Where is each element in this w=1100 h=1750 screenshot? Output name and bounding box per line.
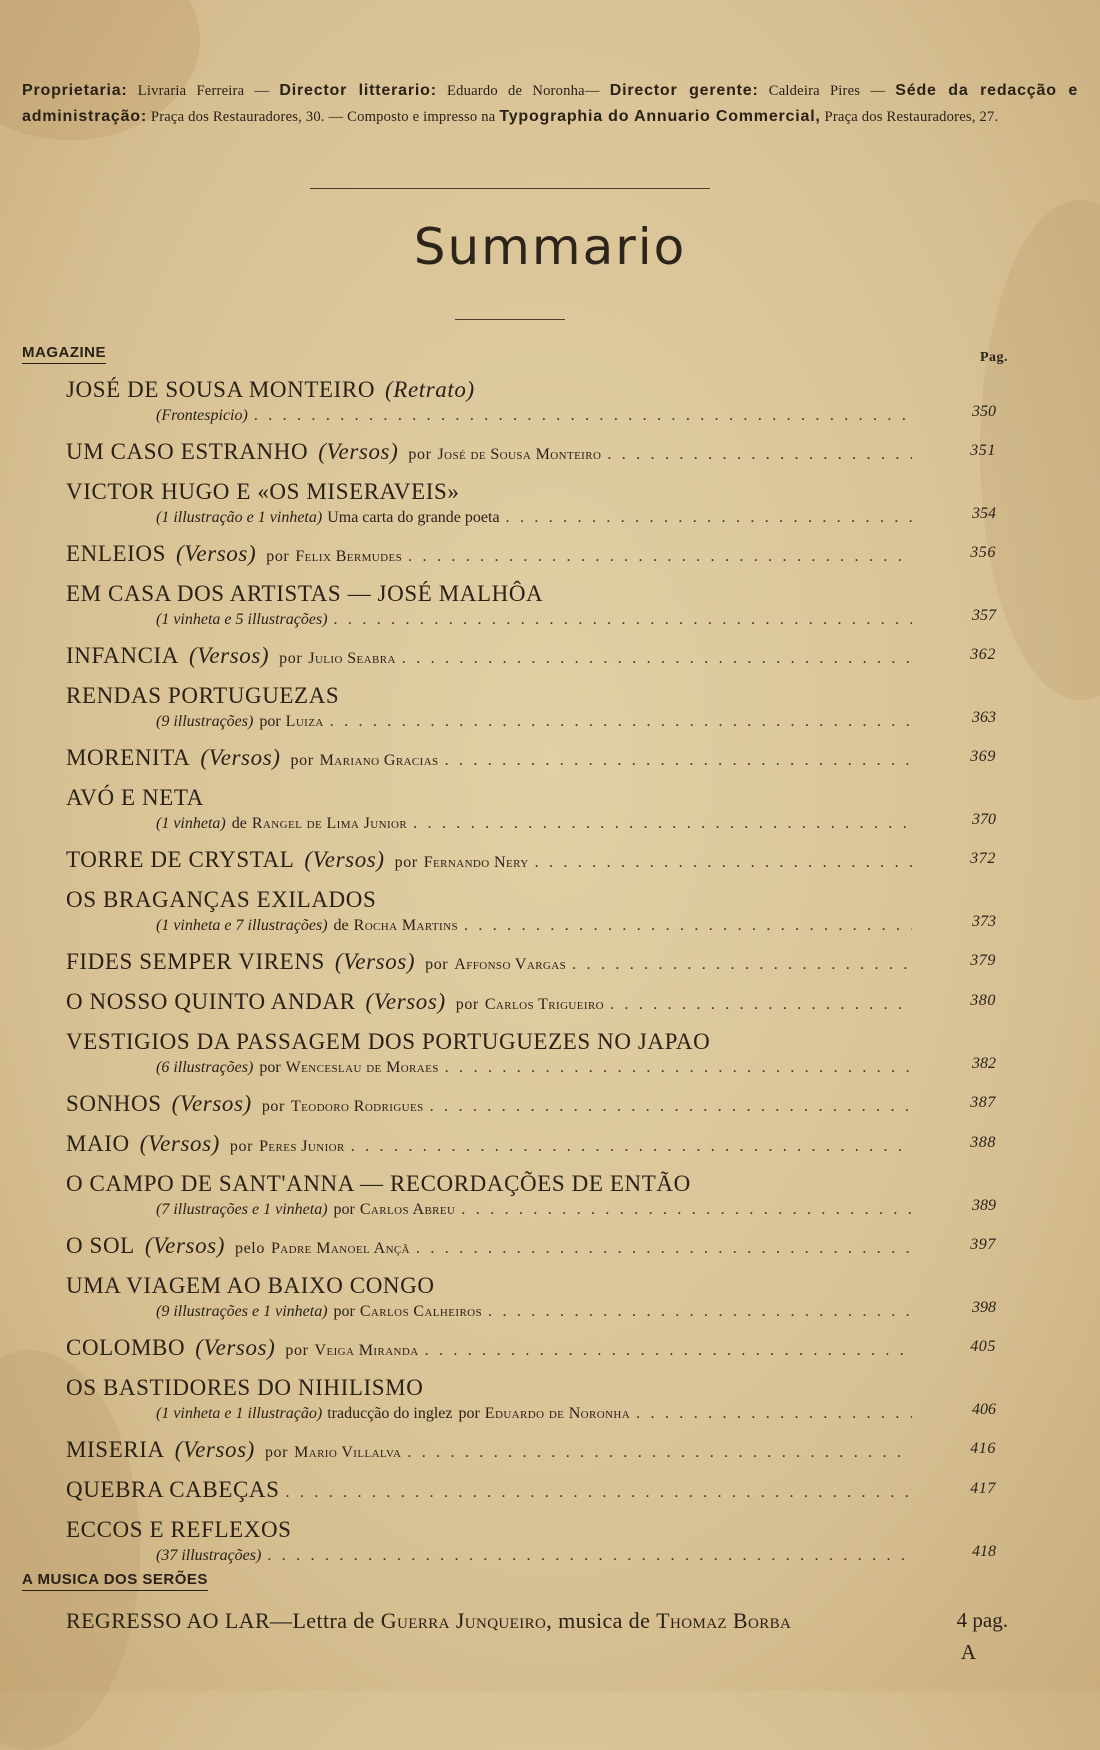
- toc-entry-details: [66, 1401, 996, 1426]
- toc-entry-by: por: [425, 956, 449, 973]
- toc-entry-note: (1 vinheta): [156, 815, 226, 832]
- toc-entry-author: Eduardo de Noronha: [484, 1405, 631, 1422]
- dot-leader: [572, 947, 912, 983]
- toc-entry-by: por: [333, 1201, 355, 1218]
- dot-leader: [425, 1333, 912, 1369]
- toc-entry-by: pelo: [235, 1240, 265, 1257]
- toc-entry-by: por: [259, 1059, 281, 1076]
- toc-entry-heading: [66, 638, 996, 677]
- toc-entry-page-number: 398: [972, 1299, 996, 1316]
- dot-leader: [407, 1435, 912, 1471]
- toc-entry-author: Carlos Calheiros: [359, 1303, 483, 1320]
- toc-entry-by: por: [279, 650, 303, 667]
- toc-entry-title: MORENITA: [66, 745, 191, 770]
- toc-entry: [66, 434, 996, 473]
- toc-entry-title: QUEBRA CABEÇAS: [66, 1477, 280, 1502]
- table-of-contents: [66, 372, 996, 1574]
- toc-entry-type: (Versos): [304, 847, 385, 872]
- toc-entry-page-number: 406: [972, 1401, 996, 1418]
- dot-leader: [464, 914, 912, 938]
- toc-entry-page-number: 370: [972, 811, 996, 828]
- toc-entry-heading: [66, 1370, 956, 1406]
- toc-entry-heading: [66, 576, 956, 612]
- section-label-magazine: MAGAZINE: [22, 344, 106, 364]
- toc-entry-heading: [66, 1472, 996, 1511]
- dot-leader: [607, 437, 912, 473]
- toc-entry-details: [66, 811, 996, 836]
- toc-entry: [66, 1228, 996, 1267]
- toc-entry-heading: [66, 1086, 996, 1125]
- toc-entry-author: Rocha Martins: [353, 917, 458, 934]
- musica-letter: A: [960, 1640, 976, 1664]
- toc-entry-note: (9 illustrações e 1 vinheta): [156, 1303, 328, 1320]
- toc-entry-title: SONHOS: [66, 1091, 162, 1116]
- dot-leader: [636, 1402, 912, 1426]
- toc-entry: [66, 780, 996, 836]
- toc-entry-type: (Versos): [176, 541, 257, 566]
- dot-leader: [506, 506, 912, 530]
- toc-entry-page-number: 363: [972, 709, 996, 726]
- toc-entry-page-number: 382: [972, 1055, 996, 1072]
- toc-entry-heading: [66, 1330, 996, 1369]
- toc-entry-author: Fernando Nery: [423, 854, 529, 871]
- toc-entry-title: COLOMBO: [66, 1335, 186, 1360]
- toc-entry-title: JOSÉ DE SOUSA MONTEIRO: [66, 377, 376, 402]
- toc-entry: [66, 842, 996, 881]
- toc-entry-title: UM CASO ESTRANHO: [66, 439, 309, 464]
- toc-entry-type: (Versos): [171, 1091, 252, 1116]
- toc-entry-by: por: [266, 548, 290, 565]
- dot-leader: [351, 1129, 912, 1165]
- toc-entry-page-number: 351: [970, 442, 996, 459]
- toc-entry-type: (Versos): [195, 1335, 276, 1360]
- toc-entry-details: [66, 505, 996, 530]
- toc-entry-by: por: [394, 854, 418, 871]
- toc-entry: [66, 1512, 996, 1568]
- toc-entry-type: (Versos): [200, 745, 281, 770]
- toc-entry-type: (Retrato): [385, 377, 475, 402]
- imprint-value-proprietaria: Livraria Ferreira —: [137, 83, 270, 99]
- dot-leader: [488, 1300, 912, 1324]
- musica-entry: [66, 1608, 791, 1634]
- toc-entry-title: O CAMPO DE SANT'ANNA — RECORDAÇÕES DE ENTÃO: [66, 1171, 691, 1196]
- toc-entry: [66, 1024, 996, 1080]
- toc-entry: [66, 474, 996, 530]
- toc-entry-heading: [66, 984, 996, 1023]
- toc-entry-heading: [66, 678, 956, 714]
- dot-leader: [413, 812, 912, 836]
- dot-leader: [402, 641, 912, 677]
- toc-entry-details: [66, 1197, 996, 1222]
- toc-entry-by: por: [285, 1342, 309, 1359]
- toc-entry: [66, 1432, 996, 1471]
- toc-entry-type: (Versos): [365, 989, 446, 1014]
- toc-entry-title: FIDES SEMPER VIRENS: [66, 949, 325, 974]
- toc-entry-title: AVÓ E NETA: [66, 785, 204, 810]
- toc-entry-author: Rangel de Lima Junior: [251, 815, 408, 832]
- toc-entry-author: Wenceslau de Moraes: [285, 1059, 439, 1076]
- toc-entry-details: [66, 403, 996, 428]
- toc-entry-author: Peres Junior: [259, 1138, 345, 1155]
- toc-entry-page-number: 362: [970, 646, 996, 663]
- toc-entry: [66, 372, 996, 428]
- toc-entry-heading: [66, 1228, 996, 1267]
- toc-entry-heading: [66, 434, 996, 473]
- dot-leader: [430, 1089, 912, 1125]
- toc-entry: [66, 882, 996, 938]
- toc-entry-page-number: 389: [972, 1197, 996, 1214]
- imprint-value-director-gerente: Caldeira Pires —: [768, 83, 886, 99]
- toc-entry-heading: [66, 740, 996, 779]
- toc-entry-type: (Versos): [174, 1437, 255, 1462]
- toc-entry-heading: [66, 842, 996, 881]
- toc-entry-author: Mario Villalva: [294, 1444, 402, 1461]
- toc-entry-title: EM CASA DOS ARTISTAS — JOSÉ MALHÔA: [66, 581, 544, 606]
- toc-entry-note: (1 vinheta e 7 illustrações): [156, 917, 328, 934]
- toc-entry-page-number: 405: [970, 1338, 996, 1355]
- toc-entry-title: O SOL: [66, 1233, 135, 1258]
- toc-entry-note: (Frontespicio): [156, 407, 248, 424]
- toc-entry-heading: [66, 1432, 996, 1471]
- toc-entry-author: Padre Manoel Ançã: [270, 1240, 410, 1257]
- toc-entry-author: Carlos Trigueiro: [484, 996, 605, 1013]
- toc-entry-heading: [66, 1126, 996, 1165]
- toc-entry-author: José de Sousa Monteiro: [437, 446, 602, 463]
- toc-entry-page-number: 418: [972, 1543, 996, 1560]
- page-column-header: Pag.: [979, 350, 1008, 365]
- toc-entry: [66, 1126, 996, 1165]
- toc-entry-page-number: 417: [970, 1480, 996, 1497]
- toc-entry-page-number: 397: [970, 1236, 996, 1253]
- toc-entry: [66, 944, 996, 983]
- dot-leader: [267, 1544, 912, 1568]
- divider-title: [455, 319, 565, 320]
- toc-entry-heading: [66, 1268, 956, 1304]
- toc-entry-page-number: 380: [970, 992, 996, 1009]
- dot-leader: [254, 404, 912, 428]
- toc-entry: [66, 576, 996, 632]
- toc-entry-heading: [66, 372, 956, 408]
- musica-title: REGRESSO AO LAR: [66, 1608, 271, 1633]
- toc-entry: [66, 536, 996, 575]
- toc-entry-type: (Versos): [144, 1233, 225, 1258]
- dot-leader: [408, 539, 912, 575]
- toc-entry-title: MISERIA: [66, 1437, 165, 1462]
- toc-entry-page-number: 372: [970, 850, 996, 867]
- dot-leader: [445, 743, 912, 779]
- toc-entry-note: (37 illustrações): [156, 1547, 262, 1564]
- toc-entry-by: por: [264, 1444, 289, 1461]
- toc-entry-author: Affonso Vargas: [454, 956, 567, 973]
- toc-entry-by: por: [229, 1138, 254, 1155]
- dot-leader: [334, 608, 912, 632]
- toc-entry-details: [66, 607, 996, 632]
- toc-entry-description: Uma carta do grande poeta: [327, 509, 500, 526]
- dot-leader: [445, 1056, 912, 1080]
- musica-pages: 4 pag.: [956, 1608, 1008, 1632]
- imprint-label-sede: Séde da redacção e administração:: [22, 82, 1079, 125]
- toc-entry-heading: [66, 944, 996, 983]
- toc-entry: [66, 1472, 996, 1511]
- toc-entry-author: Luiza: [285, 713, 324, 730]
- toc-entry-note: (9 illustrações): [156, 713, 254, 730]
- toc-entry-type: (Versos): [139, 1131, 220, 1156]
- toc-entry-page-number: 356: [970, 544, 996, 561]
- toc-entry: [66, 678, 996, 734]
- toc-entry-by: por: [333, 1303, 355, 1320]
- imprint-label-typographia: Typographia do Annuario Commercial,: [499, 108, 821, 125]
- toc-entry-by: por: [290, 752, 314, 769]
- toc-entry-note: (1 illustração e 1 vinheta): [156, 509, 323, 526]
- toc-entry-author: Felix Bermudes: [295, 548, 403, 565]
- toc-entry-heading: [66, 780, 956, 816]
- dot-leader: [286, 1475, 912, 1511]
- toc-entry-page-number: 369: [970, 748, 996, 765]
- imprint-label-director-litterario: Director litterario:: [279, 82, 437, 99]
- imprint-block: [22, 78, 1078, 130]
- toc-entry-details: [66, 709, 996, 734]
- toc-entry-type: (Versos): [334, 949, 416, 974]
- toc-entry-author: Carlos Abreu: [359, 1201, 456, 1218]
- toc-entry-note: (1 vinheta e 5 illustrações): [156, 611, 328, 628]
- toc-entry-page-number: 373: [972, 913, 996, 930]
- toc-entry-details: [66, 1299, 996, 1324]
- toc-entry-note: (7 illustrações e 1 vinheta): [156, 1201, 328, 1218]
- toc-entry-title: UMA VIAGEM AO BAIXO CONGO: [66, 1273, 435, 1298]
- toc-entry-details: [66, 1055, 996, 1080]
- musica-lyricist: Guerra Junqueiro: [380, 1608, 547, 1633]
- toc-entry-by: por: [455, 996, 479, 1013]
- toc-entry-author: Mariano Gracias: [319, 752, 439, 769]
- toc-entry: [66, 984, 996, 1023]
- toc-entry-type: (Versos): [318, 439, 399, 464]
- musica-text-lyrics: —Lettra de: [270, 1608, 375, 1633]
- musica-text-music: , musica de: [546, 1608, 651, 1633]
- imprint-label-proprietaria: Proprietaria:: [22, 82, 128, 99]
- toc-entry-page-number: 354: [972, 505, 996, 522]
- musica-composer: Thomaz Borba: [656, 1608, 792, 1633]
- toc-entry-note: (6 illustrações): [156, 1059, 254, 1076]
- toc-entry-title: MAIO: [66, 1131, 130, 1156]
- toc-entry: [66, 1166, 996, 1222]
- toc-entry-title: RENDAS PORTUGUEZAS: [66, 683, 340, 708]
- toc-entry-title: O NOSSO QUINTO ANDAR: [66, 989, 356, 1014]
- page-title: Summario: [413, 218, 687, 276]
- toc-entry: [66, 1086, 996, 1125]
- toc-entry-page-number: 357: [972, 607, 996, 624]
- toc-entry-heading: [66, 1512, 956, 1548]
- imprint-label-director-gerente: Director gerente:: [609, 82, 759, 99]
- toc-entry-by: por: [458, 1405, 480, 1422]
- dot-leader: [416, 1231, 912, 1267]
- toc-entry-title: ECCOS E REFLEXOS: [66, 1517, 292, 1542]
- toc-entry-page-number: 416: [970, 1440, 996, 1457]
- toc-entry-title: OS BASTIDORES DO NIHILISMO: [66, 1375, 424, 1400]
- toc-entry-details: [66, 1543, 996, 1568]
- toc-entry-heading: [66, 536, 996, 575]
- toc-entry-by: por: [259, 713, 281, 730]
- toc-entry-title: TORRE DE CRYSTAL: [66, 847, 295, 872]
- toc-entry-page-number: 379: [970, 952, 996, 969]
- toc-entry-title: VICTOR HUGO E «OS MISERAVEIS»: [66, 479, 460, 504]
- section-label-musica: A MUSICA DOS SERÕES: [22, 1571, 208, 1591]
- toc-entry-page-number: 388: [970, 1134, 996, 1151]
- dot-leader: [330, 710, 912, 734]
- dot-leader: [461, 1198, 912, 1222]
- dot-leader: [535, 845, 912, 881]
- imprint-value-director-litterario: Eduardo de Noronha—: [447, 83, 600, 99]
- toc-entry: [66, 638, 996, 677]
- toc-entry-by: por: [261, 1098, 285, 1115]
- toc-entry-heading: [66, 474, 956, 510]
- toc-entry-by: por: [408, 446, 432, 463]
- toc-entry-title: ENLEIOS: [66, 541, 167, 566]
- toc-entry-page-number: 350: [972, 403, 996, 420]
- toc-entry: [66, 1370, 996, 1426]
- toc-entry-author: Julio Seabra: [308, 650, 396, 667]
- toc-entry: [66, 740, 996, 779]
- toc-entry-author: Veiga Miranda: [314, 1342, 419, 1359]
- toc-entry-author: Teodoro Rodrigues: [290, 1098, 424, 1115]
- toc-entry-heading: [66, 1166, 956, 1202]
- toc-entry: [66, 1268, 996, 1324]
- toc-entry-type: (Versos): [188, 643, 270, 668]
- toc-entry-title: VESTIGIOS DA PASSAGEM DOS PORTUGUEZES NO JAPAO: [66, 1029, 711, 1054]
- toc-entry-description: traducção do inglez: [327, 1405, 453, 1422]
- toc-entry-heading: [66, 882, 956, 918]
- divider-top: [310, 188, 710, 189]
- toc-entry: [66, 1330, 996, 1369]
- toc-entry-heading: [66, 1024, 956, 1060]
- toc-entry-details: [66, 913, 996, 938]
- dot-leader: [610, 987, 912, 1023]
- toc-entry-title: OS BRAGANÇAS EXILADOS: [66, 887, 377, 912]
- toc-entry-by: de: [231, 815, 247, 832]
- imprint-value-typographia: Praça dos Restauradores, 27.: [824, 109, 999, 125]
- toc-entry-by: de: [333, 917, 349, 934]
- imprint-value-sede: Praça dos Restauradores, 30. — Composto e impresso na: [150, 109, 496, 125]
- toc-entry-title: INFANCIA: [66, 643, 179, 668]
- toc-entry-page-number: 387: [970, 1094, 996, 1111]
- toc-entry-note: (1 vinheta e 1 illustração): [156, 1405, 323, 1422]
